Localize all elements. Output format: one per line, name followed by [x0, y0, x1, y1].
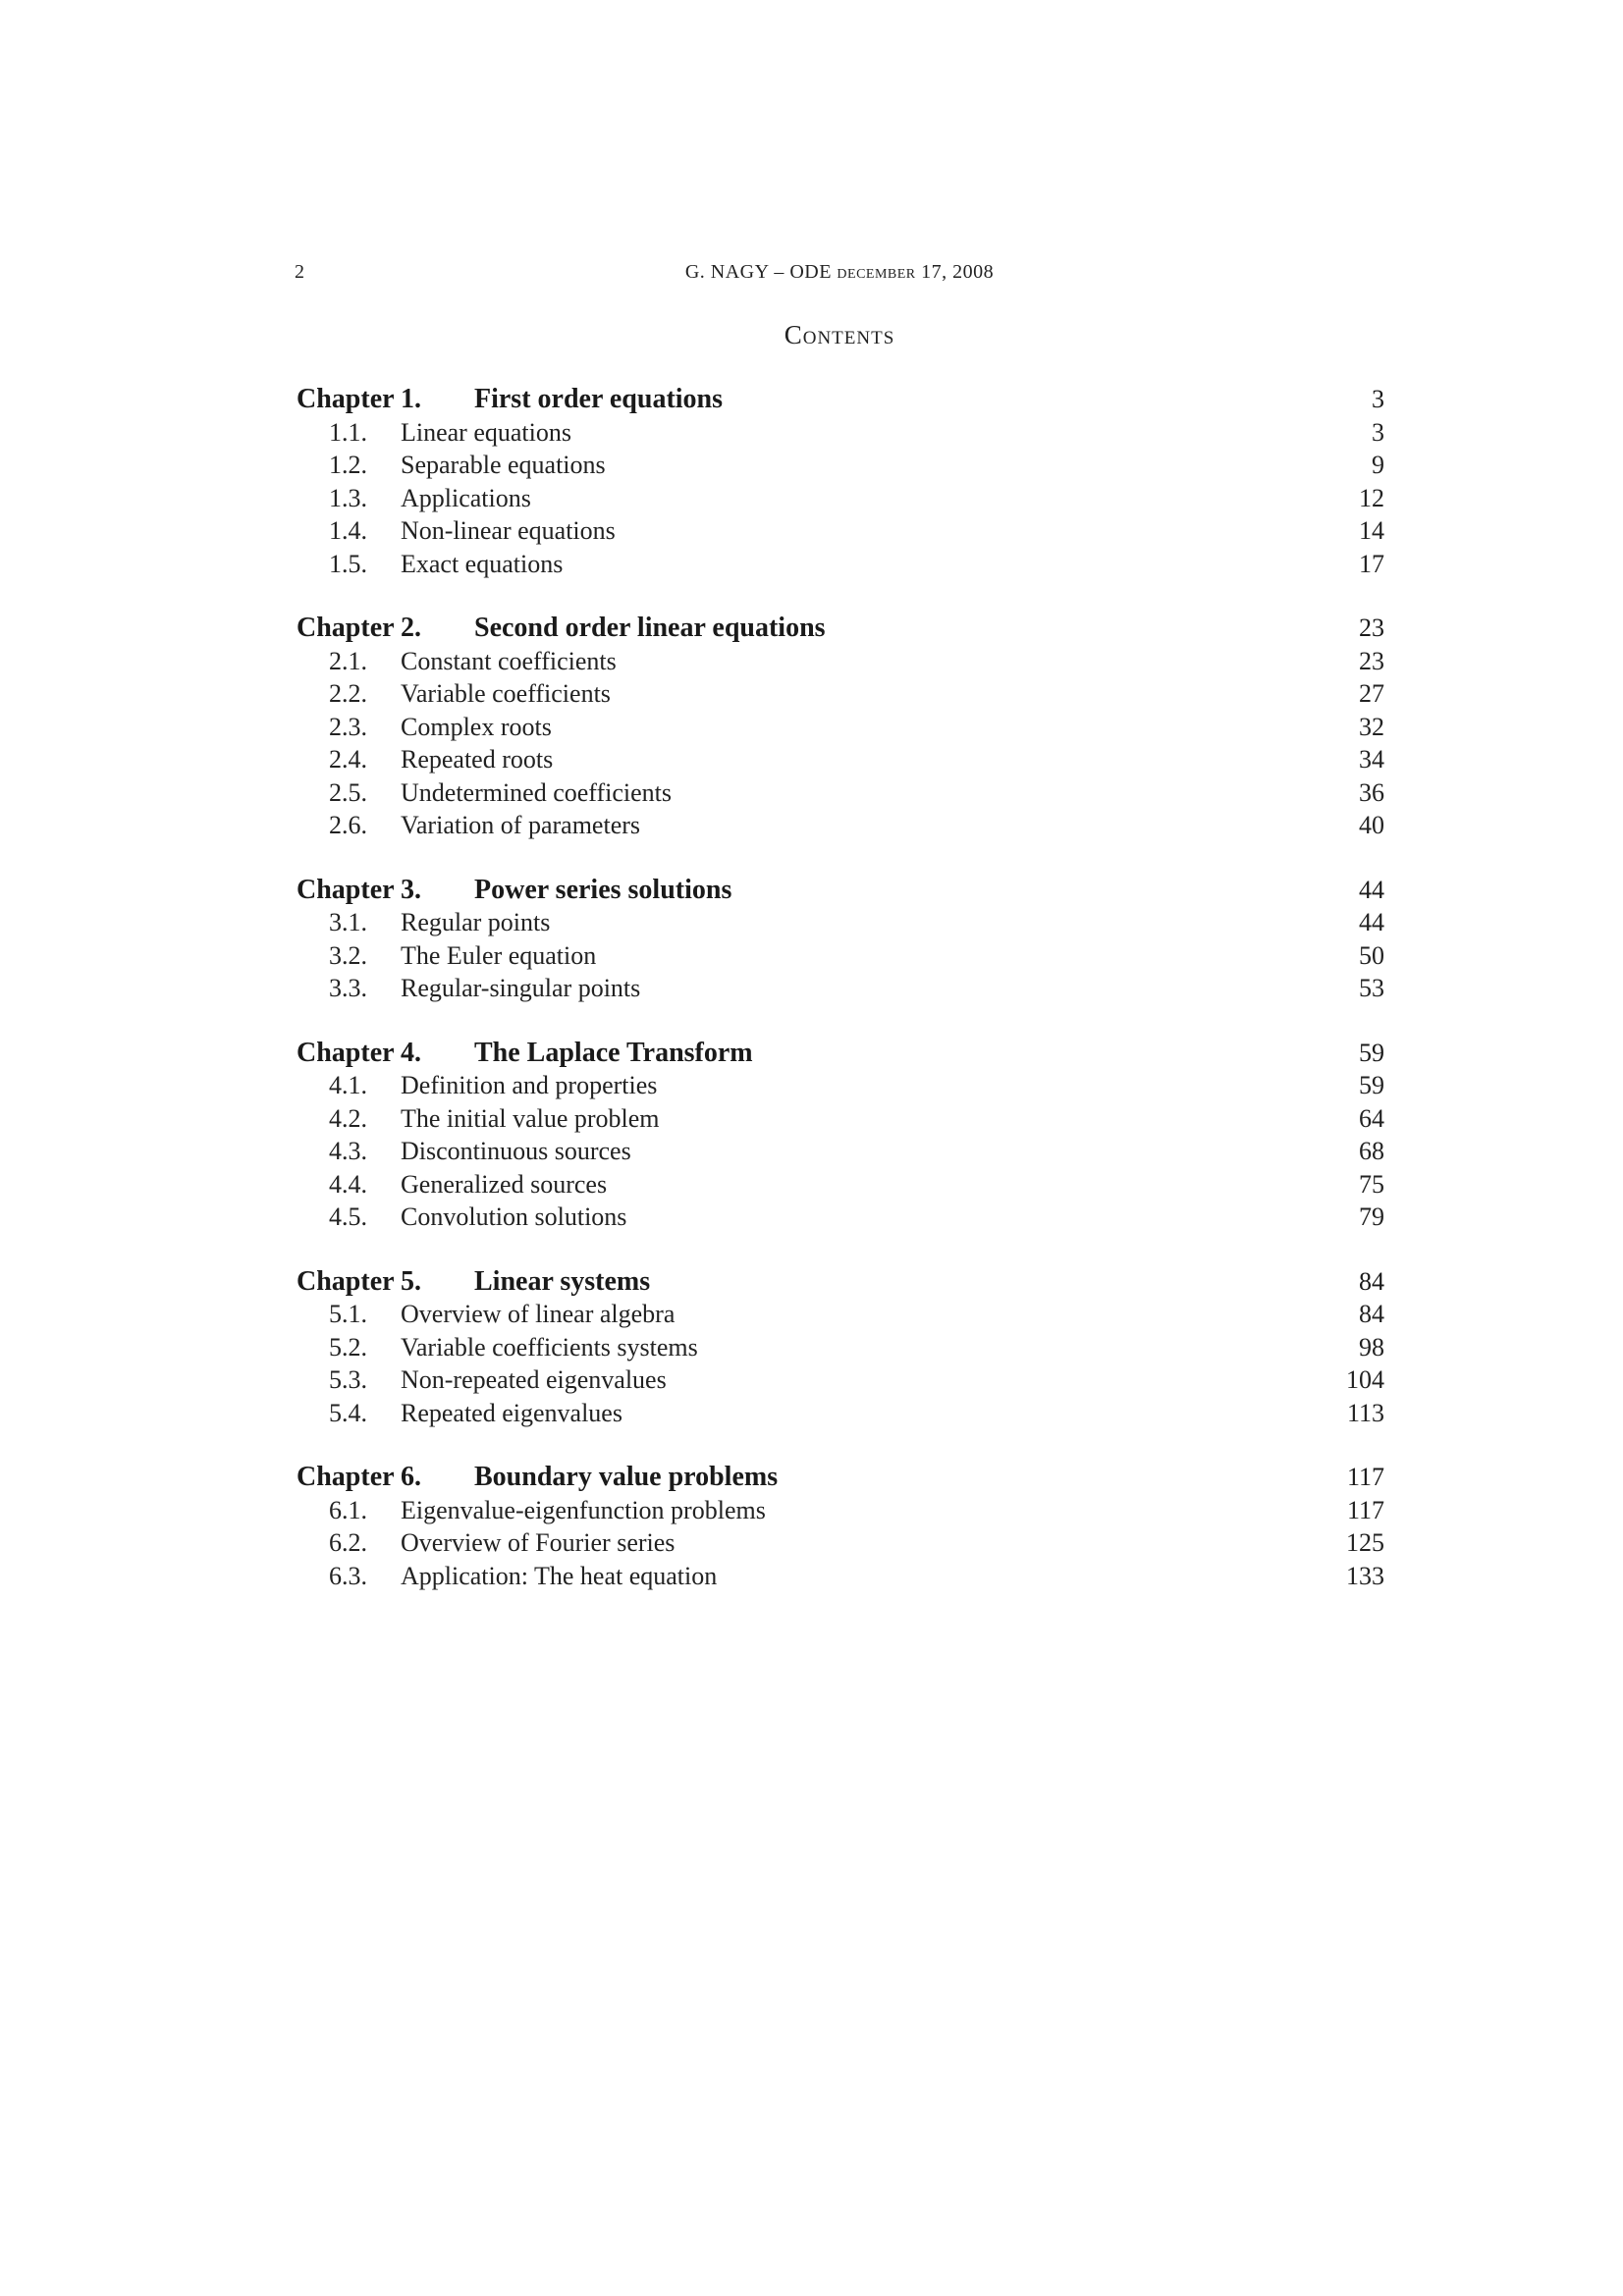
section-title: Non-linear equations	[401, 516, 616, 545]
section-number: 5.3.	[329, 1365, 367, 1394]
toc-section-entry[interactable]	[297, 1135, 1384, 1168]
section-title: Linear equations	[401, 417, 571, 447]
section-page-number: 34	[1359, 745, 1384, 774]
section-number: 5.1.	[329, 1300, 367, 1328]
toc-section-entry[interactable]	[297, 1298, 1384, 1331]
toc-chapter	[297, 612, 1384, 842]
section-title: Applications	[401, 483, 531, 512]
toc-section-entry[interactable]	[297, 743, 1384, 776]
section-title: Variable coefficients	[401, 679, 611, 708]
section-page-number: 98	[1359, 1332, 1384, 1362]
chapter-title: Linear systems	[474, 1265, 651, 1297]
chapter-page-number: 3	[1372, 385, 1384, 413]
section-page-number: 113	[1346, 1398, 1384, 1427]
section-number: 4.4.	[329, 1169, 367, 1199]
section-title: Exact equations	[401, 549, 564, 578]
section-title: Variation of parameters	[401, 811, 641, 839]
toc-section-entry[interactable]	[297, 711, 1384, 744]
section-title: The initial value problem	[401, 1103, 660, 1133]
section-page-number: 64	[1359, 1103, 1384, 1133]
section-page-number: 117	[1346, 1495, 1384, 1524]
toc-chapter-entry[interactable]	[297, 874, 1384, 907]
toc-section-entry[interactable]	[297, 514, 1384, 548]
toc-section-entry[interactable]	[297, 1397, 1384, 1430]
chapter-label: Chapter 4.	[297, 1037, 422, 1068]
section-title: Separable equations	[401, 451, 606, 479]
section-title: Undetermined coefficients	[401, 777, 673, 807]
chapter-label: Chapter 3.	[297, 874, 422, 905]
toc-section-entry[interactable]	[297, 1168, 1384, 1201]
section-number: 5.2.	[329, 1332, 367, 1362]
toc-chapter	[297, 1265, 1384, 1430]
section-title: Discontinuous sources	[401, 1137, 631, 1165]
section-title: Overview of linear algebra	[401, 1300, 676, 1328]
section-number: 1.3.	[329, 483, 367, 512]
section-page-number: 125	[1346, 1528, 1384, 1557]
toc-chapter	[297, 874, 1384, 1005]
chapter-title: Boundary value problems	[474, 1462, 779, 1492]
chapter-page-number: 44	[1359, 875, 1384, 904]
chapter-label: Chapter 1.	[297, 384, 422, 414]
toc-section-entry[interactable]	[297, 645, 1384, 678]
section-number: 6.2.	[329, 1528, 367, 1557]
toc-section-entry[interactable]	[297, 416, 1384, 450]
section-number: 2.6.	[329, 811, 367, 839]
section-number: 1.5.	[329, 549, 367, 578]
section-number: 4.2.	[329, 1103, 367, 1133]
section-page-number: 27	[1359, 679, 1384, 708]
chapter-page-number: 59	[1359, 1038, 1384, 1067]
page-number: 2	[295, 261, 305, 283]
section-title: Complex roots	[401, 712, 552, 741]
section-title: Variable coefficients systems	[401, 1332, 698, 1362]
section-number: 4.1.	[329, 1071, 367, 1099]
toc-section-entry[interactable]	[297, 548, 1384, 581]
section-page-number: 9	[1372, 451, 1384, 479]
chapter-title: Power series solutions	[474, 874, 732, 905]
section-page-number: 79	[1359, 1202, 1384, 1231]
section-number: 3.1.	[329, 908, 367, 936]
section-page-number: 75	[1359, 1169, 1384, 1199]
section-page-number: 84	[1359, 1300, 1384, 1328]
section-number: 1.4.	[329, 516, 367, 545]
toc-section-entry[interactable]	[297, 449, 1384, 482]
section-title: Application: The heat equation	[401, 1561, 718, 1590]
toc-chapter-entry[interactable]	[297, 383, 1384, 416]
section-title: Overview of Fourier series	[401, 1528, 676, 1557]
section-page-number: 44	[1359, 908, 1384, 936]
section-page-number: 12	[1359, 483, 1384, 512]
toc-section-entry[interactable]	[297, 1526, 1384, 1560]
section-number: 6.1.	[329, 1495, 367, 1524]
toc-section-entry[interactable]	[297, 1494, 1384, 1527]
section-title: Regular-singular points	[401, 974, 641, 1002]
chapter-title: The Laplace Transform	[474, 1037, 753, 1068]
toc-section-entry[interactable]	[297, 1331, 1384, 1364]
page-header	[295, 261, 1384, 291]
contents-title: Contents	[784, 320, 895, 349]
chapter-title: Second order linear equations	[474, 613, 826, 643]
running-head-author: G. NAGY – ODE	[684, 261, 832, 283]
toc-section-entry[interactable]	[297, 1069, 1384, 1102]
section-page-number: 104	[1346, 1365, 1384, 1394]
chapter-label: Chapter 6.	[297, 1462, 422, 1492]
section-title: Generalized sources	[401, 1169, 608, 1199]
chapter-label: Chapter 5.	[297, 1265, 422, 1297]
chapter-page-number: 23	[1359, 614, 1384, 642]
section-number: 1.2.	[329, 451, 367, 479]
section-number: 6.3.	[329, 1561, 367, 1590]
section-number: 4.3.	[329, 1137, 367, 1165]
section-title: Definition and properties	[401, 1071, 658, 1099]
section-title: Regular points	[401, 908, 551, 936]
section-page-number: 68	[1359, 1137, 1384, 1165]
toc-section-entry[interactable]	[297, 776, 1384, 810]
section-page-number: 36	[1359, 777, 1384, 807]
section-page-number: 3	[1372, 417, 1384, 447]
section-title: The Euler equation	[401, 940, 597, 970]
section-page-number: 17	[1359, 549, 1384, 578]
table-of-contents	[297, 383, 1384, 1624]
toc-chapter-entry[interactable]	[297, 1461, 1384, 1494]
section-page-number: 53	[1359, 974, 1384, 1002]
section-page-number: 59	[1359, 1071, 1384, 1099]
toc-section-entry[interactable]	[297, 677, 1384, 711]
section-title: Constant coefficients	[401, 646, 617, 675]
section-page-number: 50	[1359, 940, 1384, 970]
section-page-number: 40	[1359, 811, 1384, 839]
chapter-page-number: 117	[1346, 1463, 1384, 1491]
section-title: Convolution solutions	[401, 1202, 627, 1231]
section-number: 2.5.	[329, 777, 367, 807]
toc-chapter-entry[interactable]	[297, 1037, 1384, 1070]
section-page-number: 32	[1359, 712, 1384, 741]
toc-section-entry[interactable]	[297, 1102, 1384, 1136]
chapter-label: Chapter 2.	[297, 613, 422, 643]
toc-section-entry[interactable]	[297, 809, 1384, 842]
section-title: Repeated roots	[401, 745, 554, 774]
section-page-number: 14	[1359, 516, 1384, 545]
toc-section-entry[interactable]	[297, 972, 1384, 1005]
toc-section-entry[interactable]	[297, 939, 1384, 973]
section-page-number: 133	[1346, 1561, 1384, 1590]
chapter-page-number: 84	[1359, 1266, 1384, 1296]
section-number: 4.5.	[329, 1202, 367, 1231]
section-number: 2.2.	[329, 679, 367, 708]
toc-chapter	[297, 383, 1384, 580]
running-head-date: december 17, 2008	[837, 261, 995, 283]
section-page-number: 23	[1359, 646, 1384, 675]
toc-section-entry[interactable]	[297, 1201, 1384, 1234]
toc-section-entry[interactable]	[297, 906, 1384, 939]
section-number: 5.4.	[329, 1398, 367, 1427]
section-title: Repeated eigenvalues	[401, 1398, 622, 1427]
toc-chapter	[297, 1461, 1384, 1592]
toc-section-entry[interactable]	[297, 482, 1384, 515]
section-number: 3.2.	[329, 940, 367, 970]
toc-section-entry[interactable]	[297, 1560, 1384, 1593]
chapter-title: First order equations	[474, 384, 724, 414]
toc-section-entry[interactable]	[297, 1363, 1384, 1397]
section-title: Eigenvalue-eigenfunction problems	[401, 1495, 766, 1524]
toc-chapter-entry[interactable]	[297, 1265, 1384, 1299]
toc-chapter-entry[interactable]	[297, 612, 1384, 645]
section-number: 2.3.	[329, 712, 367, 741]
section-number: 2.4.	[329, 745, 367, 774]
section-title: Non-repeated eigenvalues	[401, 1365, 667, 1394]
section-number: 2.1.	[329, 646, 367, 675]
toc-chapter	[297, 1037, 1384, 1234]
running-head	[295, 261, 1384, 284]
section-number: 3.3.	[329, 974, 367, 1002]
section-number: 1.1.	[329, 417, 367, 447]
